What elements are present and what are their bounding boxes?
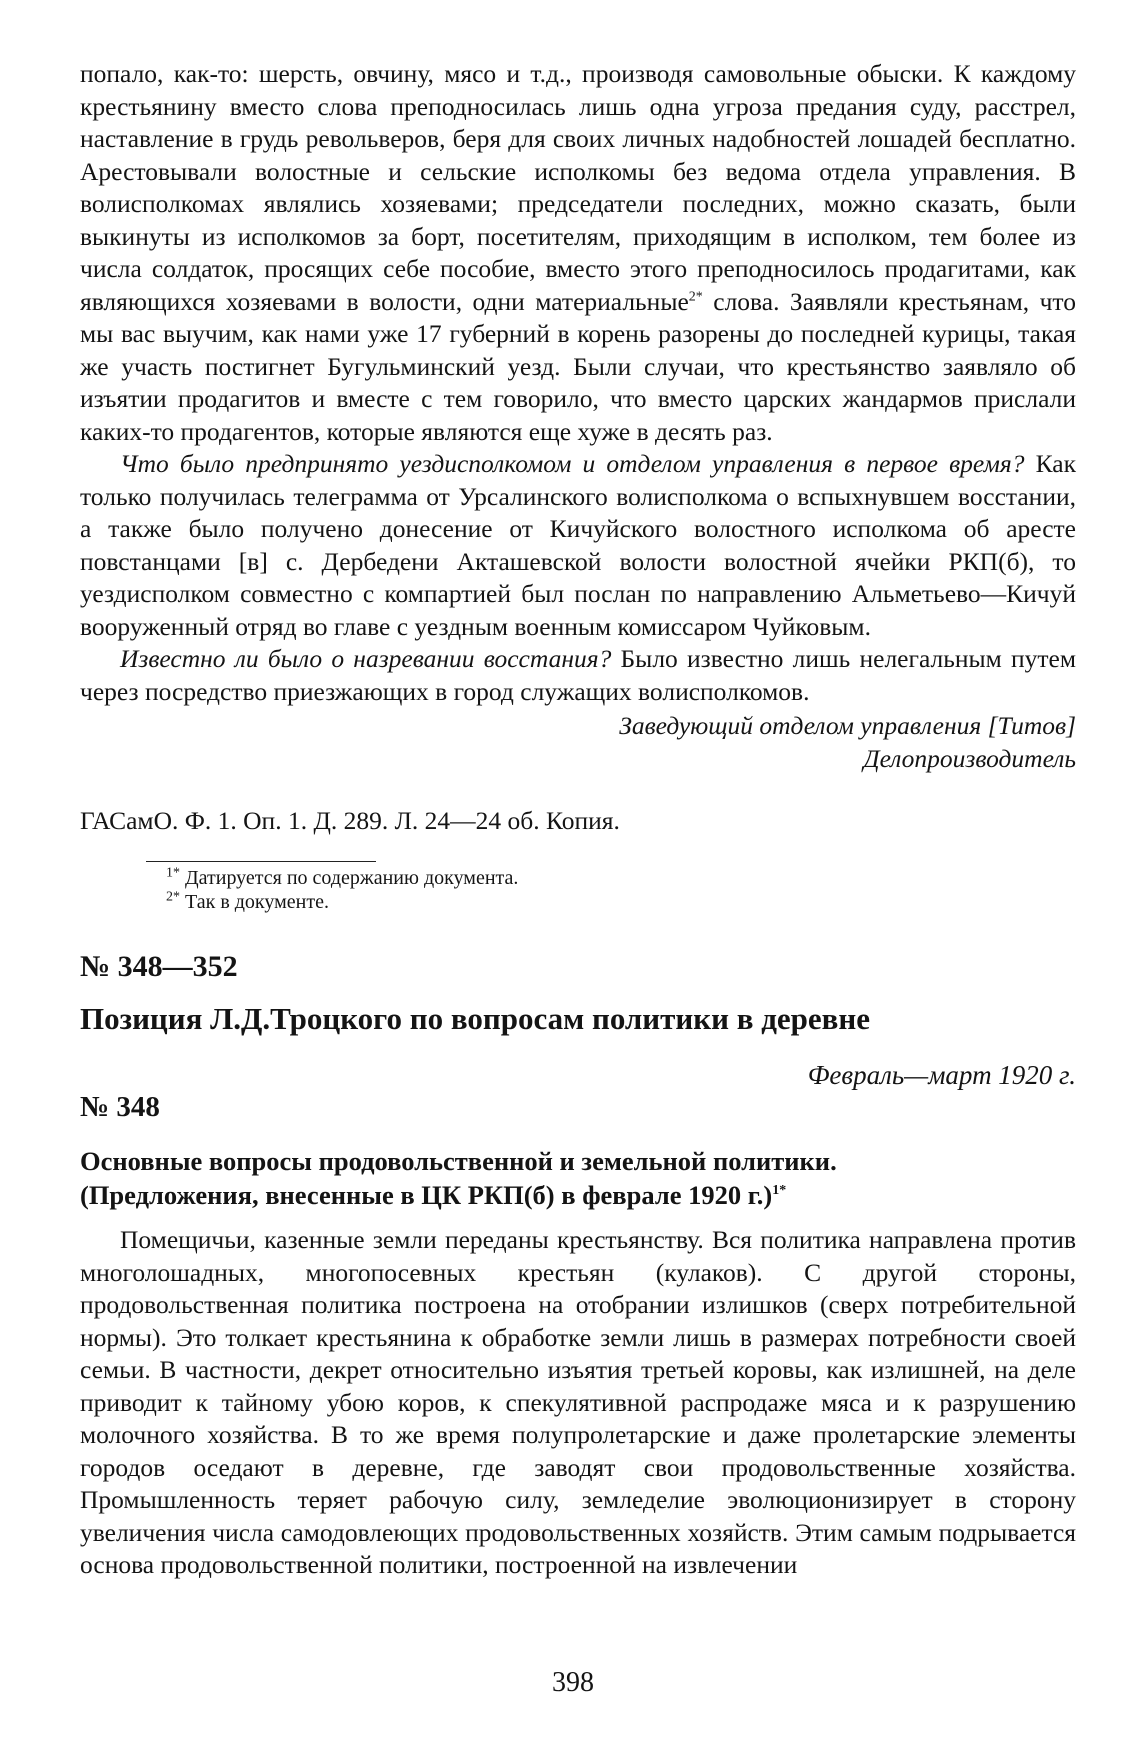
section-title: Позиция Л.Д.Троцкого по вопросам политики в деревне [80,1001,871,1036]
footnote-ref: 2* [688,289,703,304]
document-title: Основные вопросы продовольственной и земельной политики. (Предложения, внесенные в ЦК РКП(б) в феврале 1920 г.)$^{1*}$ [80,1146,837,1210]
document-number: № 348 [80,1091,160,1123]
document-page [80,58,1076,1582]
question-1: Что было предпринято уездисполкомом и отделом управления в первое время? [120,449,1025,478]
question-paragraph-1 [80,448,1076,643]
footnote-divider [146,861,376,862]
footnote-2: $^{2*}$ Так в документе. [166,889,329,913]
footnote-1: $^{1*}$ Датируется по содержанию документа. [166,865,519,889]
question-2: Известно ли было о назревании восстания? [120,644,612,673]
question-paragraph-2 [80,643,1076,708]
section-number: № 348—352 [80,950,238,983]
archive-source: ГАСамО. Ф. 1. Оп. 1. Д. 289. Л. 24—24 об. Копия. [80,806,620,835]
top-paragraph: попало, как-то: шерсть, овчину, мясо и т.д., производя самовольные обыски. К каждому крестьянину вместо слова преподносилась лишь одна угроза предания суду, расстрел, наставление в грудь револьверов, беря для своих личных надобностей лошадей бесплатно. Арестовывали волостные и сельские исполкомы без ведома отдела управления. В волисполкомах являлись хозяевами; председатели последних, можно сказать, были выкинуты из исполкомов за борт, посетителям, приходящим в исполком, тем более из числа солдаток, просящих себе пособие, вместо этого преподносилось продагитами, как являющихся хозяевами в волости, одни материальные$^{2*}$ слова. Заявляли крестьянам, что мы вас выучим, как нами уже 17 губерний в корень разорены до последней курицы, такая же участь постигнет Бугульминский уезд. Были случаи, что крестьянство заявляло об изъятии продагитов и вместе с тем говорило, что вместо царских жандармов прислали каких-то продагентов, которые являются еще хуже в десять раз. [80,59,1076,446]
answer-2: Было известно лишь нелегальным путем через посредство приезжающих в город служащих волисполкомов. [80,644,1076,706]
signature-head: Заведующий отделом управления [Титов] [619,711,1076,740]
section-date: Февраль—март 1920 г. [807,1060,1076,1090]
answer-1: Как только получилась телеграмма от Урсалинского волисполкома о вспыхнувшем восстании, а также было получено донесение от Кичуйского волостного исполкома об аресте повстанцами [в] с. Дербедени Акташевской волости волостной ячейки РКП(б), то уездисполком совместно с компартией был послан по направлению Альметьево—Кичуй вооруженный отряд во главе с уездным военным комиссаром Чуйковым. [80,449,1076,641]
title-footnote-ref: 1* [772,1183,787,1199]
signature-clerk: Делопроизводитель [863,743,1076,773]
page-number: 398 [552,1667,594,1698]
body-paragraph: Помещичьи, казенные земли переданы крестьянству. Вся политика направлена против многолошадных, многопосевных крестьян (кулаков). С другой стороны, продовольственная политика построена на отобрании излишков (сверх потребительной нормы). Это толкает крестьянина к обработке земли лишь в размерах потребности своей семьи. В частности, декрет относительно изъятия третьей коровы, как излишней, на деле приводит к тайному убою коров, к спекулятивной распродаже мяса и к разрушению молочного хозяйства. В то же время полупролетарские и даже пролетарские элементы городов оседают в деревне, где заводят свои продовольственные хозяйства. Промышленность теряет рабочую силу, земледелие эволюционизирует в сторону увеличения числа самодовлеющих продовольственных хозяйств. Этим самым подрывается основа продовольственной политики, построенной на извлечении [80,1225,1076,1579]
